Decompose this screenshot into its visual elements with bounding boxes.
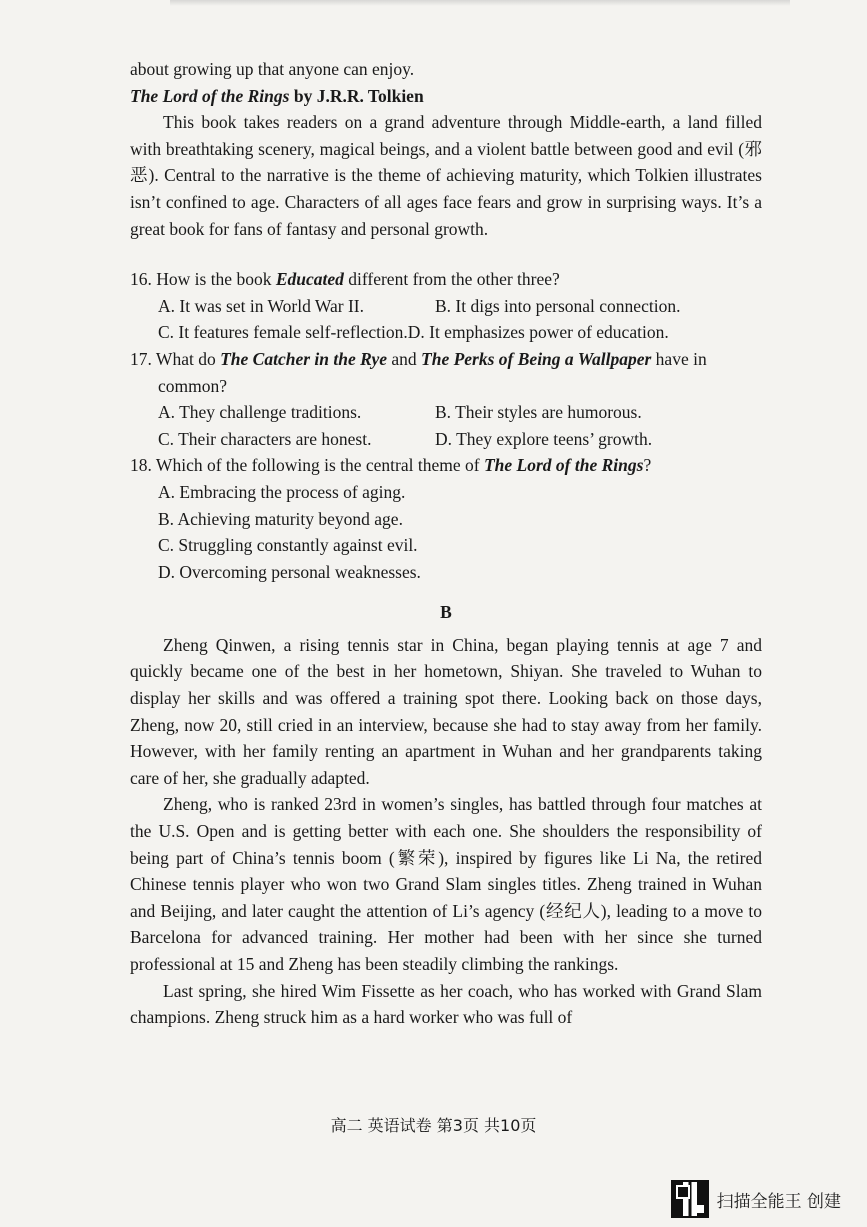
stem-text: have in common?: [158, 348, 707, 396]
option-a[interactable]: A. Embracing the process of aging.: [158, 481, 406, 502]
passage-b-paragraph-1: Zheng Qinwen, a rising tennis star in China, began playing tennis at age 7 and quickly became one of the best in her hometown, Shiyan. She traveled to Wuhan to display her skills and was offered a training spot there. Looking back on those days, Zheng, now 20, still cried in an interview, because she had to stay away from her family. However, with her family renting an apartment in Wuhan and her grandparents taking care of her, she gradually adapted.: [130, 634, 762, 788]
stem-text: and: [387, 348, 422, 369]
options-row: [130, 319, 762, 346]
book-author: by J.R.R. Tolkien: [289, 85, 424, 106]
option-b[interactable]: B. It digs into personal connection.: [435, 295, 681, 316]
passage-b-paragraph-3: Last spring, she hired Wim Fissette as her coach, who has worked with Grand Slam champions. Zheng struck him as a hard worker who was full of: [130, 980, 762, 1028]
question-stem: [130, 452, 762, 479]
question-17: [130, 346, 762, 452]
stem-text: 17. What do: [130, 348, 221, 369]
qr-code-icon: [671, 1180, 709, 1218]
stem-text: 16. How is the book: [130, 269, 276, 290]
option-d[interactable]: D. Overcoming personal weaknesses.: [158, 561, 421, 582]
page-footer: 高二 英语试卷 第3页 共10页: [330, 1116, 537, 1135]
option-a[interactable]: A. They challenge traditions.: [158, 402, 362, 423]
stem-text: different from the other three?: [343, 269, 560, 290]
book-heading-lotr: [130, 83, 762, 110]
option-c[interactable]: C. Struggling constantly against evil.: [158, 535, 418, 556]
question-stem: [130, 266, 762, 293]
option-a[interactable]: A. It was set in World War II.: [158, 295, 365, 316]
book-title: The Lord of the Rings: [130, 85, 290, 106]
stem-text: ?: [643, 455, 652, 476]
scanner-label: 扫描全能王 创建: [716, 1191, 841, 1212]
question-16: [130, 266, 762, 346]
option-d[interactable]: D. It emphasizes power of education.: [407, 322, 669, 343]
scanner-watermark: [671, 1180, 841, 1218]
intro-tail: about growing up that anyone can enjoy.: [130, 59, 415, 79]
option-b[interactable]: B. Their styles are humorous.: [435, 402, 642, 423]
passage-b-paragraph-2: Zheng, who is ranked 23rd in women’s singles, has battled through four matches at the U.S. Open and is getting better with each one. She shoulders the responsibility of being part of China’s tennis boom (繁荣), inspired by figures like Li Na, the retired Chinese tennis player who won two Grand Slam singles titles. Zheng trained in Wuhan and Beijing, and later caught the attention of Li’s agency (经纪人), leading to a move to Barcelona for advanced training. Her mother had been with her since she turned professional at 15 and Zheng has been steadily climbing the rankings.: [130, 794, 762, 974]
stem-emphasis: The Catcher in the Rye: [220, 348, 387, 369]
option-c[interactable]: C. Their characters are honest.: [158, 428, 372, 449]
book-paragraph-lotr: This book takes readers on a grand adventure through Middle-earth, a land filled with breathtaking scenery, magical beings, and a violent battle between good and evil (邪恶). Central to the narrative is the theme of achieving maturity, which Tolkien illustrates isn’t confined to age. Characters of all ages face fears and grow in surprising ways. It’s a great book for fans of fantasy and personal growth.: [130, 112, 762, 239]
question-18: [130, 452, 762, 585]
page-content: [130, 56, 762, 1031]
options-row: [130, 426, 762, 453]
stem-emphasis: The Perks of Being a Wallpaper: [421, 348, 652, 369]
option-d[interactable]: D. They explore teens’ growth.: [435, 428, 653, 449]
options-row: [130, 399, 762, 426]
scan-edge-shadow: [170, 0, 790, 6]
option-c[interactable]: C. It features female self-reflection.: [158, 322, 408, 343]
stem-emphasis: The Lord of the Rings: [483, 455, 644, 476]
options-row: [130, 293, 762, 320]
question-stem: [130, 346, 762, 399]
stem-text: 18. Which of the following is the central theme of: [130, 455, 484, 476]
section-heading: B: [440, 602, 452, 623]
stem-emphasis: Educated: [275, 269, 344, 290]
option-b[interactable]: B. Achieving maturity beyond age.: [158, 508, 403, 529]
spacer: [130, 242, 762, 266]
